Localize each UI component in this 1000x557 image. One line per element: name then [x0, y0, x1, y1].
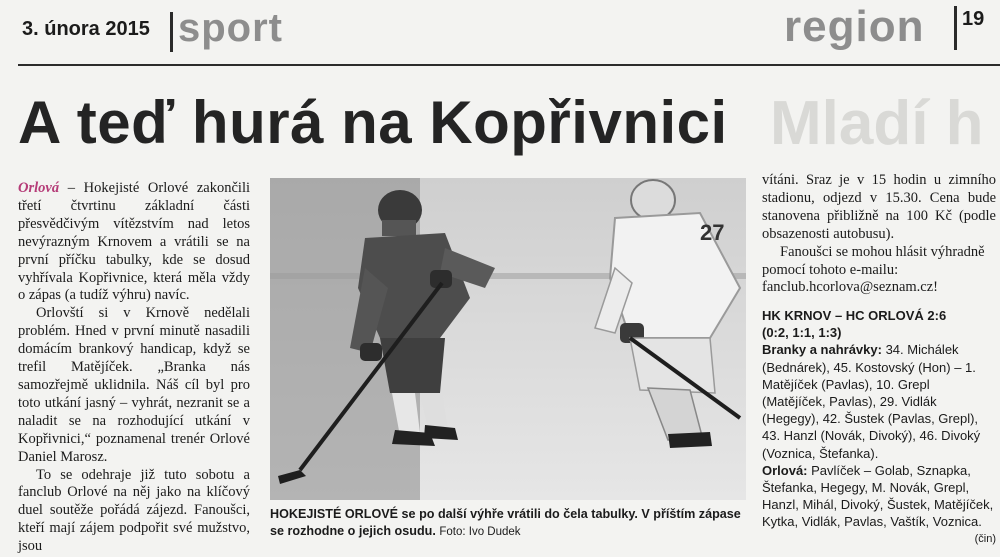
article-paragraph: To se odehraje již tuto sobotu a fanclub Orlové na něj jako na klíčový duel soutěže pořádá zájezd. Fanoušci, kteří mají zájem podpořit své mužstvo, jsou	[18, 466, 250, 555]
lineup-label: Orlová:	[762, 462, 808, 478]
dateline: Orlová	[18, 180, 60, 196]
hockey-photo	[270, 178, 746, 500]
hockey-photo-graphic	[270, 178, 746, 500]
match-result-title	[762, 307, 996, 341]
region-title: region	[784, 2, 925, 51]
article-column-1	[18, 180, 250, 556]
author-byline: (čin)	[974, 532, 996, 545]
photo-caption	[270, 506, 746, 541]
lineup-list	[762, 462, 996, 548]
goals-list	[762, 341, 996, 461]
article-column-3	[762, 172, 996, 548]
period-scores: (0:2, 1:1, 1:3)	[762, 325, 842, 341]
caption-text: HOKEJISTÉ ORLOVÉ se po další výhře vrátili do čela tabulky. V příštím zápase se rozhodne o jejich osudu.	[270, 507, 741, 538]
section-title: sport	[178, 6, 283, 50]
bleed-through-text: Mladí h	[770, 89, 984, 158]
header-rule	[18, 64, 1000, 66]
header-divider	[954, 6, 957, 50]
article-paragraph: Orlovští si v Krnově nedělali problém. Hned v první minutě nasadili domácím brankový handicap, když se trefil Matějíček. „Branka nás samozřejmě uklidnila. Náš cíl byl pro toto utkání jasný – vyhrát, nezranit se a naladit se na rozhodující utkání v Kopřivnici,“ poznamenal trenér Orlové Daniel Marosz.	[18, 305, 250, 465]
jersey-number: 27	[700, 220, 725, 245]
page-number: 19	[962, 8, 985, 30]
headline: A teď hurá na Kopřivnici	[18, 89, 728, 156]
goals-label: Branky a nahrávky:	[762, 342, 882, 358]
match-score: HK KRNOV – HC ORLOVÁ 2:6	[762, 308, 947, 324]
article-paragraph	[18, 180, 250, 305]
article-paragraph: vítáni. Sraz je v 15 hodin u zimního stadionu, odjezd v 15.30. Cena bude stanovena přibližně na 100 Kč (podle obsazenosti autobusu).	[762, 172, 996, 242]
article-text: – Hokejisté Orlové zakončili třetí čtvrtinu základní části přesvědčivým vítězstvím nad letos nevýrazným Krnovem a vrátili se na první příčku tabulky, kde se dosud vyhřívala Kopřivnice, která měla vždy o zápas (a tudíž výhru) navíc.	[18, 180, 250, 304]
photo-credit: Foto: Ivo Dudek	[439, 526, 521, 538]
header-divider	[170, 12, 173, 52]
issue-date: 3. února 2015	[22, 18, 150, 40]
lineup-text: Pavlíček – Golab, Sznapka, Štefanka, Hegegy, M. Novák, Grepl, Hanzl, Mihál, Divoký, Šustek, Matějíček, Kytka, Vidlák, Pavlas, Vaštík, Voznica.	[762, 462, 994, 530]
article-paragraph: Fanoušci se mohou hlásit výhradně pomocí tohoto e-mailu: fanclub.hcorlova@seznam.cz!	[762, 243, 985, 296]
goals-text: 34. Michálek (Bednárek), 45. Kostovský (Hon) – 1. Matějíček (Pavlas), 10. Grepl (Matějíček, Pavlas), 29. Vidlák (Hegegy), 42. Šustek (Pavlas, Grepl), 43. Hanzl (Novák, Divoký), 46. Divoký (Voznica, Štefanka).	[762, 342, 981, 461]
